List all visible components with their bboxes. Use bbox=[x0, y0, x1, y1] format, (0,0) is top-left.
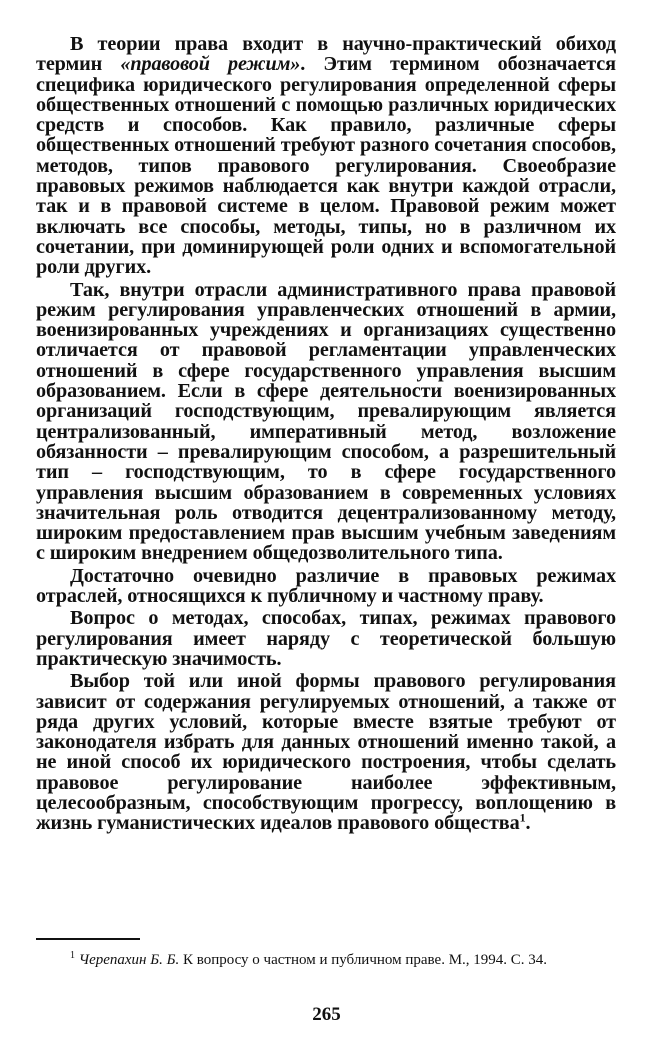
paragraph-5-end: . bbox=[525, 812, 531, 835]
paragraph-1 bbox=[36, 34, 616, 278]
page-body bbox=[36, 34, 616, 834]
paragraph-5 bbox=[36, 671, 616, 833]
footnote-reference[interactable]: 1 bbox=[519, 810, 526, 825]
paragraph-1-rest: . Этим термином обозначается специфика юридического регулирования определенной сферы общественных отношений с помощью различных юридических средств и способов. Как правило, различные сферы общественных отношений требуют разного сочетания способов, методов, типов правового регулирования. Своеобразие правовых режимов наблюдается как внутри каждой отрасли, так и в правовой системе в целом. Правовой режим может включать все способы, методы, типы, но в различном их сочетании, при доминирующей роли одних и вспомогательной роли других. bbox=[36, 53, 616, 279]
term-legal-regime: «правовой режим» bbox=[120, 53, 301, 76]
footnote bbox=[36, 950, 616, 970]
footnote-author: Черепахин Б. Б. bbox=[78, 952, 180, 968]
paragraph-2: Так, внутри отрасли административного права правовой режим регулирования управленческих отношений в армии, военизированных учреждениях и организациях существенно отличается от правовой регламентации управленческих отношений в сфере государственного управления высшим образованием. Если в сфере деятельности военизированных организаций господствующим, превалирующим является централизованный, императивный метод, возложение обязанности – превалирующим способом, а разрешительный тип – господствующим, то в сфере государственного управления высшим образованием в современных условиях значительная роль отводится децентрализованному методу, широким предоставлением прав высшим учебным заведениям с широким внедрением общедозволительного типа. bbox=[36, 278, 616, 565]
paragraph-4: Вопрос о методах, способах, типах, режимах правового регулирования имеет наряду с теоретической большую практическую значимость. bbox=[36, 607, 616, 670]
footnote-divider bbox=[36, 938, 140, 940]
footnote-text: К вопросу о частном и публичном праве. М., 1994. С. 34. bbox=[179, 952, 548, 968]
page-number: 265 bbox=[312, 1004, 341, 1025]
paragraph-5-text: Выбор той или иной формы правового регулирования зависит от содержания регулируемых отношений, а также от ряда других условий, которые вместе взятые требуют от законодателя избрать для данных отношений именно такой, а не иной способ их юридического построения, чтобы сделать правовое регулирование наиболее эффективным, целесообразным, способствующим прогрессу, воплощению в жизнь гуманистических идеалов правового общества bbox=[36, 670, 616, 835]
paragraph-1-start: В теории права входит в научно-практический обиход термин bbox=[36, 33, 616, 76]
paragraph-3: Достаточно очевидно различие в правовых режимах отраслей, относящихся к публичному и частному праву. bbox=[36, 564, 616, 608]
footnote-mark: 1 bbox=[70, 950, 75, 961]
